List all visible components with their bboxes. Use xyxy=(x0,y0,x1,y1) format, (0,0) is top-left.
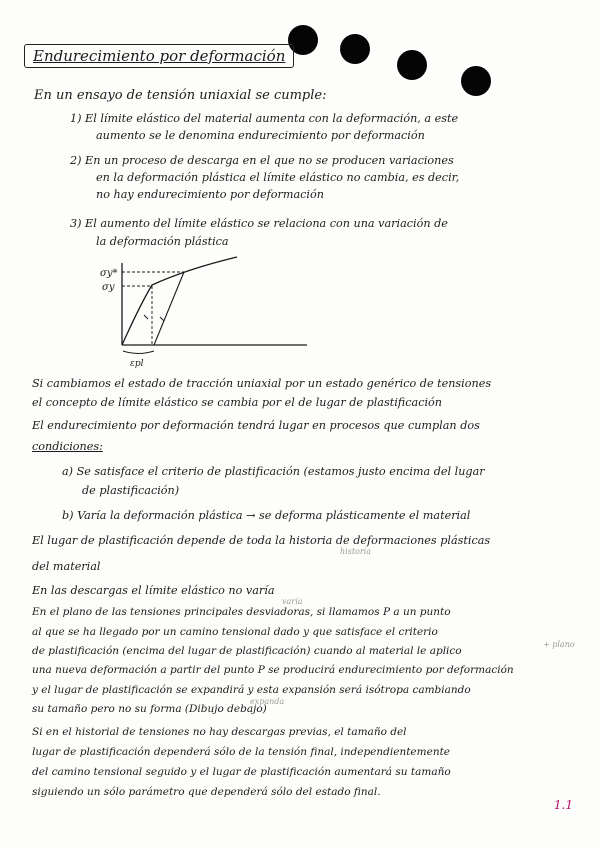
history-final-line-4: siguiendo un sólo parámetro que dependerá sólo del estado final. xyxy=(32,786,381,798)
intro-line: En un ensayo de tensión uniaxial se cumple: xyxy=(34,88,327,103)
plane-line-2: al que se ha llegado por un camino tensional dado y que satisface el criterio xyxy=(32,626,438,638)
plane-line-1: En el plano de las tensiones principales desviadoras, si llamamos P a un punto xyxy=(32,606,451,618)
sy-label: σy xyxy=(102,282,115,293)
page-title: Endurecimiento por deformación xyxy=(24,44,294,68)
point-1-line-2: aumento se le denomina endurecimiento por deformación xyxy=(96,129,425,142)
stress-strain-graph xyxy=(92,255,322,370)
tick-marks xyxy=(144,315,164,321)
point-2-line-3: no hay endurecimiento por deformación xyxy=(96,188,324,201)
point-1-line-1: 1) El límite elástico del material aumenta con la deformación, a este xyxy=(70,112,459,125)
unload-line xyxy=(154,272,184,345)
point-2-line-1: 2) En un proceso de descarga en el que no se producen variaciones xyxy=(70,154,454,167)
binder-hole-4 xyxy=(461,66,491,96)
point-3-line-2: la deformación plástica xyxy=(96,235,229,248)
conditions-line-1: El endurecimiento por deformación tendrá lugar en procesos que cumplan dos xyxy=(32,419,480,432)
hardening-curve xyxy=(122,257,237,345)
history-line-1: El lugar de plastificación depende de toda la historia de deformaciones plásticas xyxy=(32,534,491,547)
historia-note: historia xyxy=(340,547,371,556)
general-state-line-1: Si cambiamos el estado de tracción uniaxial por un estado genérico de tensiones xyxy=(32,377,492,390)
strain-brace xyxy=(123,351,154,354)
history-final-line-3: del camino tensional seguido y el lugar de plastificación aumentará su tamaño xyxy=(32,766,451,778)
binder-hole-3 xyxy=(397,50,427,80)
history-final-line-1: Si en el historial de tensiones no hay descargas previas, el tamaño del xyxy=(32,726,407,738)
point-2-line-2: en la deformación plástica el límite elástico no cambia, es decir, xyxy=(96,171,460,184)
plane-line-5: y el lugar de plastificación se expandirá y esta expansión será isótropa cambiando xyxy=(32,684,471,696)
plane-line-4: una nueva deformación a partir del punto P se producirá endurecimiento por deformación xyxy=(32,664,514,676)
plane-line-3: de plastificación (encima del lugar de plastificación) cuando al material le aplico xyxy=(32,645,462,657)
history-final-line-2: lugar de plastificación dependerá sólo de la tensión final, independientemente xyxy=(32,746,451,758)
unloading-line: En las descargas el límite elástico no varía xyxy=(32,584,275,597)
expanda-note: expanda xyxy=(250,697,285,706)
varia-note: varía xyxy=(282,597,303,606)
page-number: 1.1 xyxy=(553,798,573,812)
conditions-line-2: condiciones: xyxy=(32,440,103,453)
sy-star-label: σy* xyxy=(100,268,118,279)
point-3-line-1: 3) El aumento del límite elástico se relaciona con una variación de xyxy=(70,217,448,230)
general-state-line-2: el concepto de límite elástico se cambia por el de lugar de plastificación xyxy=(32,396,442,409)
condition-a-line-2: de plastificación) xyxy=(82,484,180,497)
plano-note: + plano xyxy=(543,640,575,649)
condition-b-line: b) Varía la deformación plástica → se deforma plásticamente el material xyxy=(62,509,471,522)
condition-a-line-1: a) Se satisface el criterio de plastificación (estamos justo encima del lugar xyxy=(62,465,485,478)
history-line-2: del material xyxy=(32,560,101,573)
binder-hole-2 xyxy=(340,34,370,64)
plane-line-6: su tamaño pero no su forma (Dibujo debajo) xyxy=(32,703,267,715)
eps-label: εpl xyxy=(130,359,144,369)
